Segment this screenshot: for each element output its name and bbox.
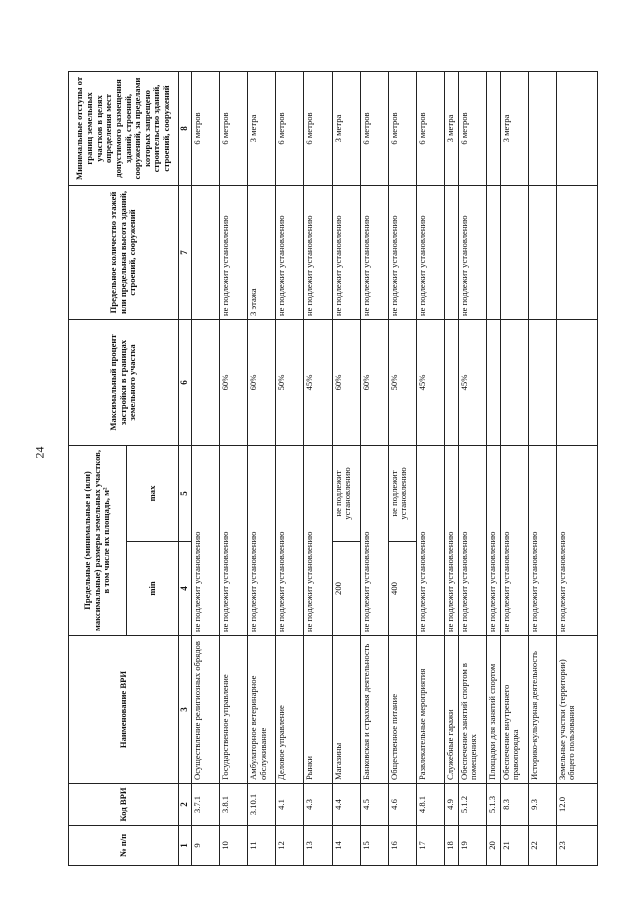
row-max-size: не подлежит установлению — [332, 445, 360, 541]
row-number: 22 — [528, 826, 556, 866]
row-code: 5.1.3 — [486, 784, 500, 826]
row-setback — [486, 71, 500, 185]
table-row — [276, 71, 304, 865]
table-row — [416, 71, 444, 865]
row-number: 9 — [191, 826, 219, 866]
row-name: Обеспечение внутреннего правопорядка — [500, 636, 528, 784]
row-floors — [486, 185, 500, 319]
row-percent: 60% — [220, 319, 248, 445]
row-setback: 6 метров — [276, 71, 304, 185]
row-percent — [191, 319, 219, 445]
row-number: 18 — [445, 826, 459, 866]
row-floors — [556, 185, 597, 319]
row-size-range: не подлежит установлению — [458, 445, 486, 635]
row-floors: не подлежит установлению — [304, 185, 332, 319]
row-number: 10 — [220, 826, 248, 866]
row-code: 4.1 — [276, 784, 304, 826]
row-code: 3.8.1 — [220, 784, 248, 826]
row-code: 4.5 — [360, 784, 388, 826]
row-percent: 60% — [248, 319, 276, 445]
table-row — [556, 71, 597, 865]
row-size-range: не подлежит установлению — [276, 445, 304, 635]
header-percent: Максимальный процент застройки в границах земельного участка — [69, 319, 179, 445]
row-setback: 6 метров — [416, 71, 444, 185]
row-min-size: 400 — [388, 542, 416, 636]
row-name: Земельные участки (территории) общего пользования — [556, 636, 597, 784]
table-row — [445, 71, 459, 865]
row-number: 15 — [360, 826, 388, 866]
row-number: 11 — [248, 826, 276, 866]
row-floors — [528, 185, 556, 319]
table-row — [458, 71, 486, 865]
row-setback: 6 метров — [388, 71, 416, 185]
column-number-row — [179, 71, 192, 865]
row-setback: 6 метров — [360, 71, 388, 185]
column-number: 7 — [179, 185, 192, 319]
row-max-size: не подлежит установлению — [388, 445, 416, 541]
row-floors: 3 этажа — [248, 185, 276, 319]
column-number: 1 — [179, 826, 192, 866]
table-row — [332, 71, 360, 865]
row-size-range: не подлежит установлению — [556, 445, 597, 635]
row-name: Развлекательные мероприятия — [416, 636, 444, 784]
row-name: Банковская и страховая деятельность — [360, 636, 388, 784]
row-setback: 3 метра — [445, 71, 459, 185]
row-code: 9.3 — [528, 784, 556, 826]
row-code: 4.9 — [445, 784, 459, 826]
row-name: Общественное питание — [388, 636, 416, 784]
row-number: 14 — [332, 826, 360, 866]
row-floors — [500, 185, 528, 319]
row-number: 20 — [486, 826, 500, 866]
row-floors: не подлежит установлению — [458, 185, 486, 319]
row-number: 13 — [304, 826, 332, 866]
row-size-range: не подлежит установлению — [248, 445, 276, 635]
row-name: Осуществление религиозных обрядов — [191, 636, 219, 784]
row-code: 12.0 — [556, 784, 597, 826]
row-name: Государственное управление — [220, 636, 248, 784]
row-number: 21 — [500, 826, 528, 866]
row-setback — [528, 71, 556, 185]
row-name: Площадки для занятий спортом — [486, 636, 500, 784]
row-size-range: не подлежит установлению — [528, 445, 556, 635]
header-floors: Предельное количество этажей или предельная высота зданий, строений, сооружений — [69, 185, 179, 319]
table-row — [220, 71, 248, 865]
row-percent — [445, 319, 459, 445]
table-container — [68, 72, 598, 866]
row-percent: 50% — [388, 319, 416, 445]
table-row — [388, 71, 416, 865]
row-setback: 6 метров — [220, 71, 248, 185]
table-row — [528, 71, 556, 865]
row-name: Историко-культурная деятельность — [528, 636, 556, 784]
table-row — [360, 71, 388, 865]
column-number: 4 — [179, 542, 192, 636]
row-size-range: не подлежит установлению — [304, 445, 332, 635]
zoning-table — [68, 71, 598, 866]
row-floors: не подлежит установлению — [276, 185, 304, 319]
row-percent: 45% — [416, 319, 444, 445]
row-code: 4.3 — [304, 784, 332, 826]
row-percent — [556, 319, 597, 445]
row-setback: 6 метров — [304, 71, 332, 185]
row-code: 5.1.2 — [458, 784, 486, 826]
row-percent: 60% — [360, 319, 388, 445]
header-name: Наименование ВРИ — [69, 636, 179, 784]
table-row — [191, 71, 219, 865]
row-min-size: 200 — [332, 542, 360, 636]
row-percent: 60% — [332, 319, 360, 445]
row-number: 16 — [388, 826, 416, 866]
row-name: Деловое управление — [276, 636, 304, 784]
row-size-range: не подлежит установлению — [500, 445, 528, 635]
row-size-range: не подлежит установлению — [220, 445, 248, 635]
header-sizes: Предельные (минимальные и (или) максимальные) размеры земельных участков, в том числе их площадь, м² — [69, 445, 127, 635]
row-setback — [556, 71, 597, 185]
row-name: Амбулаторное ветеринарное обслуживание — [248, 636, 276, 784]
row-percent: 50% — [276, 319, 304, 445]
row-number: 19 — [458, 826, 486, 866]
row-number: 23 — [556, 826, 597, 866]
table-row — [248, 71, 276, 865]
table-body — [179, 71, 598, 865]
row-size-range: не подлежит установлению — [416, 445, 444, 635]
row-floors: не подлежит установлению — [220, 185, 248, 319]
table-row — [486, 71, 500, 865]
row-code: 4.6 — [388, 784, 416, 826]
row-setback: 3 метра — [500, 71, 528, 185]
row-percent: 45% — [458, 319, 486, 445]
row-code: 8.3 — [500, 784, 528, 826]
row-name: Рынки — [304, 636, 332, 784]
row-floors: не подлежит установлению — [360, 185, 388, 319]
row-setback: 6 метров — [458, 71, 486, 185]
header-min: min — [127, 542, 179, 636]
row-number: 12 — [276, 826, 304, 866]
row-size-range: не подлежит установлению — [486, 445, 500, 635]
row-size-range: не подлежит установлению — [360, 445, 388, 635]
row-name: Обеспечение занятий спортом в помещениях — [458, 636, 486, 784]
row-code: 3.7.1 — [191, 784, 219, 826]
header-setback: Минимальные отступы от границ земельных участков в целях определения мест допустимого размещения зданий, строений, сооружений, за пределами которых запрещено строительство зданий, строений, сооружений — [69, 71, 179, 185]
column-number: 6 — [179, 319, 192, 445]
header-max: max — [127, 445, 179, 541]
row-code: 4.4 — [332, 784, 360, 826]
column-number: 2 — [179, 784, 192, 826]
row-percent: 45% — [304, 319, 332, 445]
row-percent — [500, 319, 528, 445]
row-name: Магазины — [332, 636, 360, 784]
header-number: № п/п — [69, 826, 179, 866]
row-setback: 3 метра — [248, 71, 276, 185]
column-number: 5 — [179, 445, 192, 541]
table-row — [304, 71, 332, 865]
column-number: 8 — [179, 71, 192, 185]
row-floors — [191, 185, 219, 319]
row-code: 4.8.1 — [416, 784, 444, 826]
row-floors: не подлежит установлению — [416, 185, 444, 319]
row-size-range: не подлежит установлению — [445, 445, 459, 635]
row-floors: не подлежит установлению — [332, 185, 360, 319]
row-name: Служебные гаражи — [445, 636, 459, 784]
row-percent — [486, 319, 500, 445]
row-code: 3.10.1 — [248, 784, 276, 826]
row-floors — [445, 185, 459, 319]
table-row — [500, 71, 528, 865]
header-code: Код ВРИ — [69, 784, 179, 826]
row-size-range: не подлежит установлению — [191, 445, 219, 635]
row-number: 17 — [416, 826, 444, 866]
row-percent — [528, 319, 556, 445]
row-setback: 3 метра — [332, 71, 360, 185]
column-number: 3 — [179, 636, 192, 784]
row-setback: 6 метров — [191, 71, 219, 185]
row-floors: не подлежит установлению — [388, 185, 416, 319]
page-number: 24 — [32, 446, 46, 459]
